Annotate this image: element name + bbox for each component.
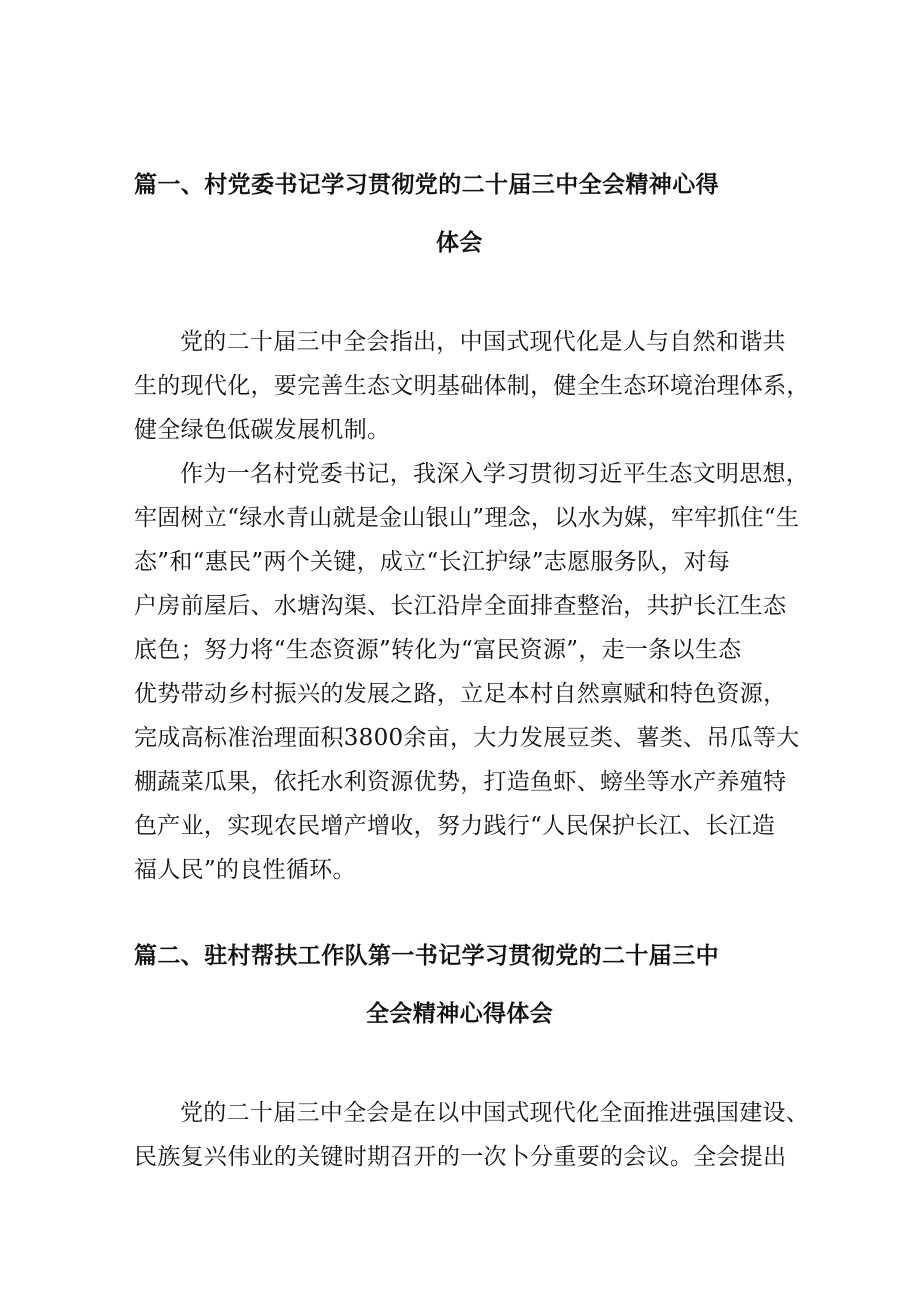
s1-p2-line2: 牢固树立“绿水青山就是金山银山”理念，以水为媒，牢牢抓住“生 (134, 505, 800, 531)
s1-p1-line1: 党的二十届三中全会指出，中国式现代化是人与自然和谐共 (180, 329, 786, 355)
section1-title-line1: 篇一、村党委书记学习贯彻党的二十届三中全会精神心得 (134, 171, 719, 198)
section2-title-line1: 篇二、驻村帮扶工作队第一书记学习贯彻党的二十届三中 (134, 942, 719, 969)
section2-title-line2: 全会精神心得体会 (366, 1000, 554, 1027)
s1-p2-line3: 态”和“惠民”两个关键，成立“长江护绿”志愿服务队，对每 (134, 549, 731, 575)
s1-p2-line9: 色产业，实现农民增产增收，努力践行“人民保护长江、长江造 (134, 813, 776, 839)
s1-p2-line1: 作为一名村党委书记，我深入学习贯彻习近平生态文明思想， (180, 461, 810, 487)
section1-title-line2: 体会 (436, 229, 483, 256)
s1-p2-line10: 福人民”的良性循环。 (134, 857, 356, 883)
s2-p1-line2: 民族复兴伟业的关键时期召开的一次卜分重要的会议。全会提出 (134, 1144, 787, 1170)
s1-p2-line4: 户房前屋后、水塘沟渠、长江沿岸全面排查整治，共护长江生态 (134, 593, 787, 619)
s1-p2-line8: 棚蔬菜瓜果，依托水利资源优势，打造鱼虾、螃坐等水产养殖特 (134, 769, 787, 795)
s1-p2-line7: 完成高标准治理面积3800余亩，大力发展豆类、薯类、吊瓜等大 (134, 725, 800, 751)
s1-p2-line5: 底色；努力将“生态资源”转化为“富民资源”，走一条以生态 (134, 637, 742, 663)
s1-p1-line2: 生的现代化，要完善生态文明基础体制，健全生态环境治理体系， (134, 373, 810, 399)
s1-p1-line3: 健全绿色低碳发展机制。 (134, 417, 391, 443)
s2-p1-line1: 党的二十届三中全会是在以中国式现代化全面推进强国建设、 (180, 1100, 810, 1126)
s1-p2-line6: 优势带动乡村振兴的发展之路，立足本村自然禀赋和特色资源， (134, 681, 787, 707)
